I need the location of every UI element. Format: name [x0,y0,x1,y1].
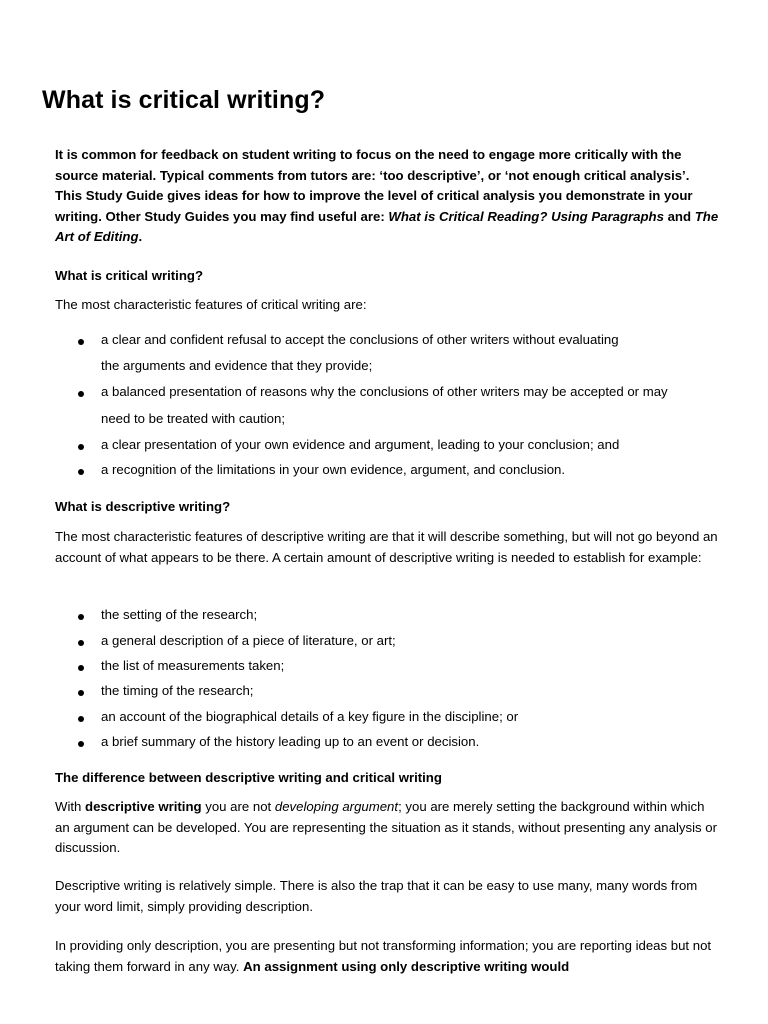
bold-run: An assignment using only descriptive writing would [243,958,570,974]
intro-period: . [138,229,143,245]
difference-paragraph-3 [55,936,719,977]
text-run: ; you are merely setting the background within which an argument can be developed. You are representing the situation as it stands, without presenting any analysis or discussion. [55,799,718,856]
critical-item: a recognition of the limitations in your own evidence, argument, and conclusion. [101,462,566,477]
bullet-dot [78,741,84,747]
bullet-dot [78,665,84,671]
intro-guide-titles: What is Critical Reading? Using Paragraphs [388,208,664,224]
critical-item: a clear and confident refusal to accept the conclusions of other writers without evaluating [101,332,619,347]
heading-descriptive-writing: What is descriptive writing? [55,499,231,514]
bullet-dot [78,640,84,646]
bullet-dot [78,391,84,397]
italic-term: developing argument [274,799,399,814]
difference-paragraph-1 [55,797,719,859]
critical-item: a balanced presentation of reasons why the conclusions of other writers may be accepted or may [101,384,668,399]
text-run: In providing only description, you are presenting but not transforming information; you are reporting ideas but not taking them forward in any way. [55,938,712,974]
critical-item-cont: need to be treated with caution; [101,411,286,426]
intro-text: It is common for feedback on student writing to focus on the need to engage more critically with the source material. Typical comments from tutors are: ‘too descriptive’, or ‘not enough critical analysis’. This Study Guide gives ideas for how to improve the level of critical analysis you demonstrate in your writing. Other Study Guides you may find useful are: [55,147,693,224]
descriptive-item: an account of the biographical details of a key figure in the discipline; or [101,709,519,724]
page-title: What is critical writing? [42,86,326,114]
descriptive-item: a general description of a piece of literature, or art; [101,633,396,648]
bold-term: descriptive writing [85,799,202,814]
intro-paragraph [55,145,719,248]
descriptive-item: the setting of the research; [101,607,258,622]
intro-guide-editing: The Art of Editing [55,208,719,245]
bullet-dot [78,716,84,722]
intro-and: and [663,208,695,224]
descriptive-item: the timing of the research; [101,683,254,698]
bullet-dot [78,339,84,345]
heading-critical-writing: What is critical writing? [55,268,204,283]
descriptive-lead: The most characteristic features of descriptive writing are that it will describe something, but will not go beyond an account of what appears to be there. A certain amount of descriptive writing is needed to establish for example: [55,529,718,565]
descriptive-item: the list of measurements taken; [101,658,285,673]
text-run: you are not [201,799,275,814]
critical-item: a clear presentation of your own evidence and argument, leading to your conclusion; and [101,437,620,452]
bullet-dot [78,690,84,696]
heading-difference: The difference between descriptive writing and critical writing [55,770,442,785]
difference-paragraph-2: Descriptive writing is relatively simple. There is also the trap that it can be easy to use many, many words from your word limit, simply providing description. [55,878,698,914]
critical-item-cont: the arguments and evidence that they provide; [101,358,373,373]
descriptive-item: a brief summary of the history leading up to an event or decision. [101,734,480,749]
text-run: With [55,799,86,814]
critical-lead: The most characteristic features of critical writing are: [55,297,367,312]
bullet-dot [78,469,84,475]
bullet-dot [78,614,84,620]
bullet-dot [78,444,84,450]
